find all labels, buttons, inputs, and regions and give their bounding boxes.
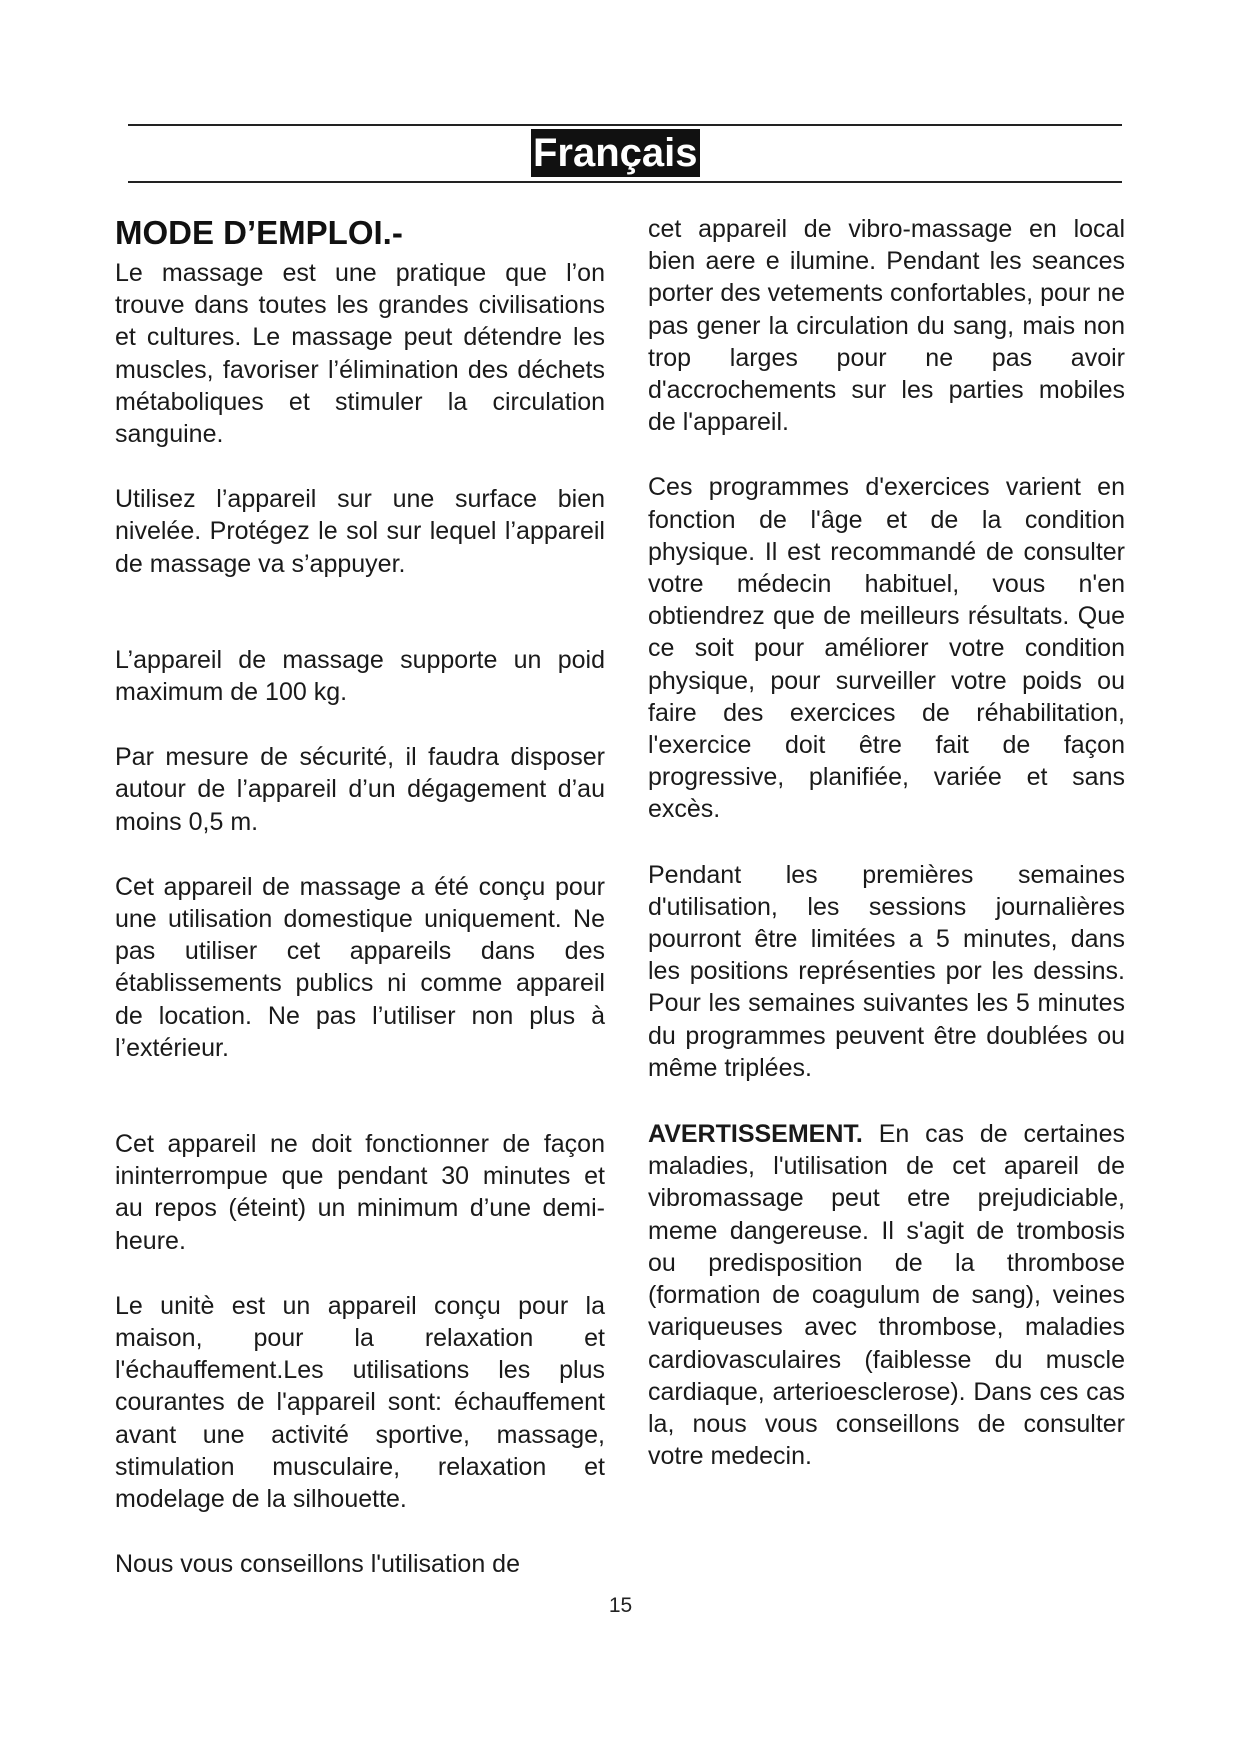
paragraph-first-weeks: Pendant les premières semaines d'utilisation, les sessions journalières pourront être limitées a 5 minutes, dans les positions représenties por les dessins. Pour les semaines suivantes les 5 minutes du programmes peuvent être doublées ou même triplées.: [648, 860, 1125, 1082]
warning-text: En cas de certaines maladies, l'utilisation de cet apareil de vibromassage peut etre prejudiciable, meme dangereuse. Il s'agit de trombosis ou predisposition de la thrombose (formation de coagulum de sang), veines variqueuses avec thrombose, maladies cardiovasculaires (faiblesse du muscle cardiaque, arterioesclerose). Dans ces cas la, nous vous conseillons de consulter votre medecin.: [648, 1120, 1125, 1471]
left-column: [115, 213, 605, 1581]
paragraph-operating-time: Cet appareil ne doit fonctionner de façon ininterrompue que pendant 30 minutes et au repos (éteint) un minimum d’une demi-heure.: [115, 1130, 605, 1255]
paragraph-max-weight: L’appareil de massage supporte un poid maximum de 100 kg.: [115, 645, 605, 707]
paragraph-surface: Utilisez l’appareil sur une surface bien nivelée. Protégez le sol sur lequel l’appareil de massage va s’appuyer.: [115, 485, 605, 578]
header-rule-bottom: [128, 181, 1122, 183]
header-rule-top: [128, 124, 1122, 126]
paragraph-clearance: Par mesure de sécurité, il faudra disposer autour de l’appareil d’un dégagement d’au moins 0,5 m.: [115, 743, 605, 836]
section-title: MODE D’EMPLOI.-: [115, 214, 403, 251]
page-number: 15: [608, 1594, 633, 1617]
paragraph-uses: Le unitè est un appareil conçu pour la maison, pour la relaxation et l'échauffement.Les utilisations les plus courantes de l'appareil sont: échauffement avant une activité sportive, massage, stimulation musculaire, relaxation et modelage de la silhouette.: [115, 1291, 605, 1514]
paragraph-exercise-programs: Ces programmes d'exercices varient en fonction de l'âge et de la condition physique. Il est recommandé de consulter votre médecin habituel, vous n'en obtiendrez que de meilleurs résultats. Que ce soit pour améliorer votre condition physique, pour surveiller votre poids ou faire des exercices de réhabilitation, l'exercice doit être fait de façon progressive, planifiée, variée et sans excès.: [648, 473, 1125, 824]
warning-label: AVERTISSEMENT.: [648, 1120, 863, 1149]
paragraph-recommendation-start: Nous vous conseillons l'utilisation de: [115, 1550, 520, 1579]
right-column: [648, 213, 1125, 1472]
warning-paragraph: [648, 1118, 1125, 1472]
paragraph-domestic-use: Cet appareil de massage a été conçu pour une utilisation domestique uniquement. Ne pas utiliser cet appareils dans des établissements publics ni comme appareil de location. Ne pas l’utiliser non plus à l’extérieur.: [115, 872, 605, 1062]
language-badge: Français: [533, 131, 698, 175]
paragraph-recommendation-cont: cet appareil de vibro-massage en local bien aere e ilumine. Pendant les seances porter des vetements confortables, pour ne pas gener la circulation du sang, mais non trop larges pour ne pas avoir d'accrochements sur les parties mobiles de l'appareil.: [648, 215, 1125, 437]
paragraph-massage-intro: Le massage est une pratique que l’on trouve dans toutes les grandes civilisations et cultures. Le massage peut détendre les muscles, favoriser l’élimination des déchets métaboliques et stimuler la circulation sanguine.: [115, 259, 605, 449]
